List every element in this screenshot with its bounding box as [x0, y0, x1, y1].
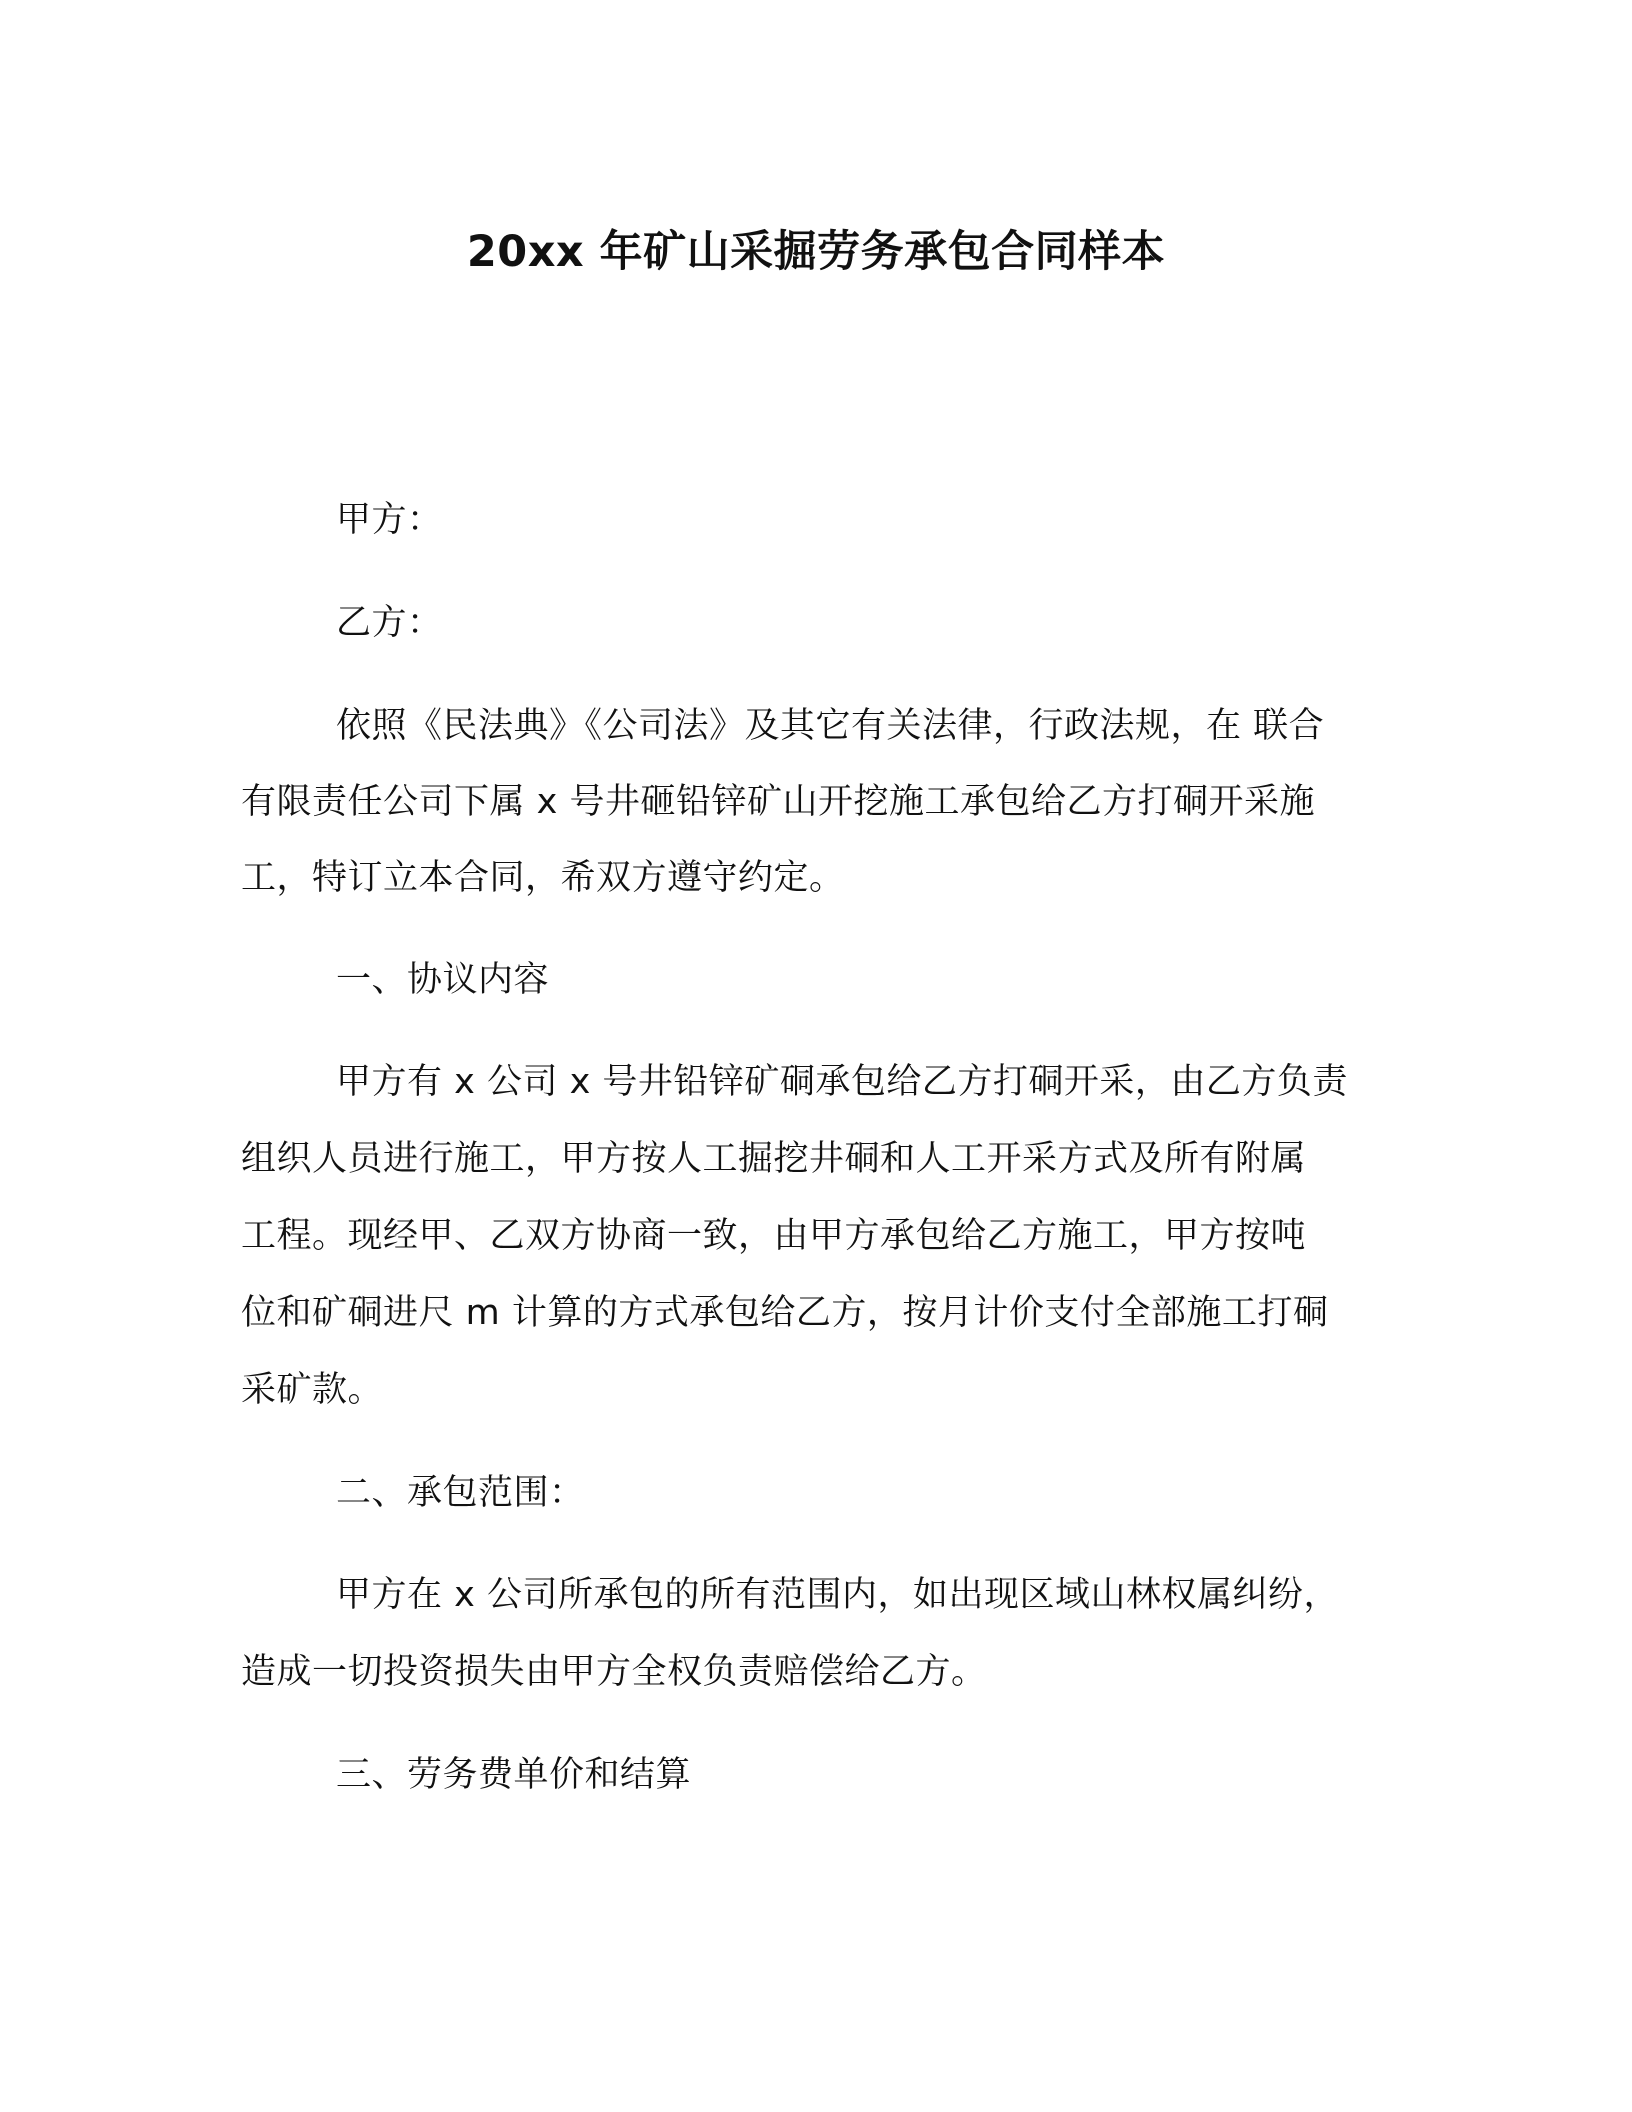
party-b-label: 乙方： [336, 603, 443, 643]
section2-line-2: 造成一切投资损失由甲方全权负责赔偿给乙方。 [241, 1652, 987, 1692]
section1-line-2: 组织人员进行施工，甲方按人工掘挖井硐和人工开采方式及所有附属 [241, 1139, 1307, 1179]
section2-line-1: 甲方在 x 公司所承包的所有范围内，如出现区域山林权属纠纷， [336, 1575, 1339, 1615]
section1-line-5: 采矿款。 [241, 1370, 384, 1410]
intro-line-1: 依照《民法典》《公司法》及其它有关法律，行政法规，在 联合 [336, 706, 1325, 746]
intro-line-3: 工，特订立本合同，希双方遵守约定。 [241, 858, 845, 898]
intro-line-2: 有限责任公司下属 x 号井砸铅锌矿山开挖施工承包给乙方打硐开采施 [241, 782, 1315, 822]
section1-line-4: 位和矿硐进尺 m 计算的方式承包给乙方，按月计价支付全部施工打硐 [241, 1293, 1329, 1333]
party-a-label: 甲方： [336, 500, 443, 540]
section-heading-1: 一、协议内容 [336, 960, 550, 1000]
section1-line-3: 工程。现经甲、乙双方协商一致，由甲方承包给乙方施工，甲方按吨 [241, 1216, 1307, 1256]
section-heading-2: 二、承包范围： [336, 1473, 585, 1513]
section1-line-1: 甲方有 x 公司 x 号井铅锌矿硐承包给乙方打硐开采，由乙方负责 [336, 1062, 1348, 1102]
document-title: 20xx 年矿山采掘劳务承包合同样本 [466, 227, 1166, 277]
section-heading-3: 三、劳务费单价和结算 [336, 1755, 692, 1795]
